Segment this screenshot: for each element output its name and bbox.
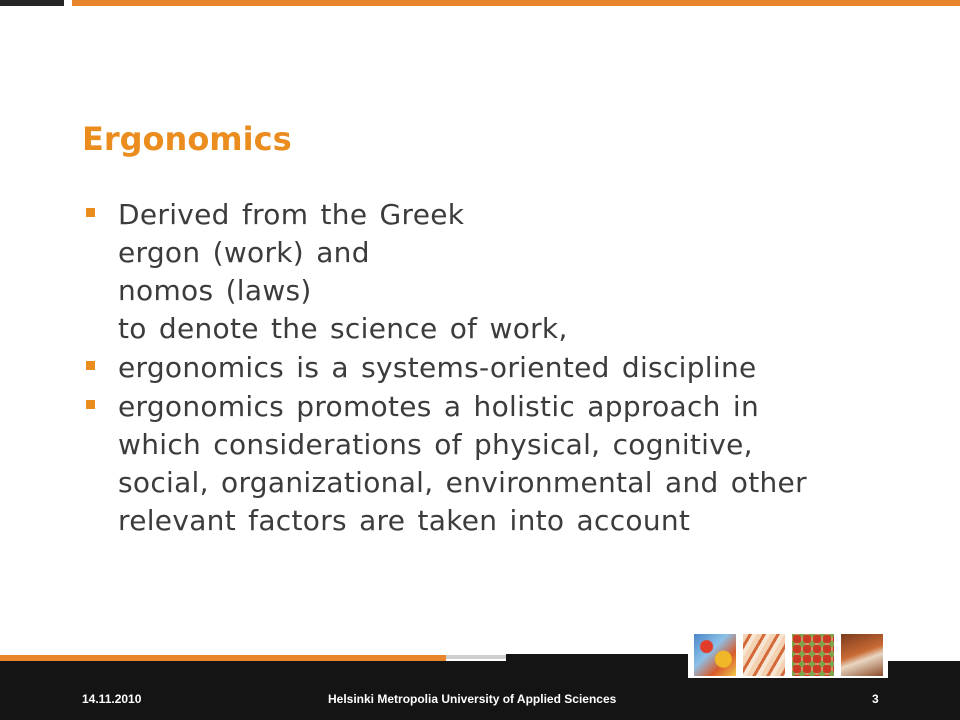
bullet-item bbox=[84, 388, 884, 540]
footer-date: 14.11.2010 bbox=[82, 692, 142, 706]
decorative-thumbnail-image bbox=[792, 634, 834, 676]
footer-notch bbox=[506, 654, 688, 662]
top-dark-bar bbox=[0, 0, 64, 6]
bullet-line: Derived from the Greek bbox=[118, 198, 465, 231]
slide-title: Ergonomics bbox=[82, 120, 292, 158]
bullet-line: ergonomics is a systems-oriented discipline bbox=[118, 351, 757, 384]
page-number: 3 bbox=[872, 692, 879, 706]
bullet-line: social, organizational, environmental and other bbox=[118, 466, 807, 499]
bullet-line: ergonomics promotes a holistic approach in bbox=[118, 390, 760, 423]
bullet-line: to denote the science of work, bbox=[118, 312, 568, 345]
bullet-line: ergon (work) and bbox=[118, 236, 370, 269]
square-bullet-icon bbox=[86, 361, 95, 370]
square-bullet-icon bbox=[86, 208, 95, 217]
footer-organization: Helsinki Metropolia University of Applied Sciences bbox=[328, 692, 617, 706]
bullet-item bbox=[84, 196, 884, 348]
square-bullet-icon bbox=[86, 400, 95, 409]
bullet-list bbox=[84, 196, 884, 541]
footer-gray-bar bbox=[446, 655, 506, 659]
decorative-thumbnail-image bbox=[694, 634, 736, 676]
bullet-line: nomos (laws) bbox=[118, 274, 312, 307]
top-accent-bar bbox=[72, 0, 960, 6]
bullet-line: relevant factors are taken into account bbox=[118, 504, 691, 537]
decorative-thumbnail-image bbox=[743, 634, 785, 676]
decorative-thumbnail-image bbox=[841, 634, 883, 676]
bullet-item bbox=[84, 349, 884, 387]
bullet-line: which considerations of physical, cognitive, bbox=[118, 428, 753, 461]
